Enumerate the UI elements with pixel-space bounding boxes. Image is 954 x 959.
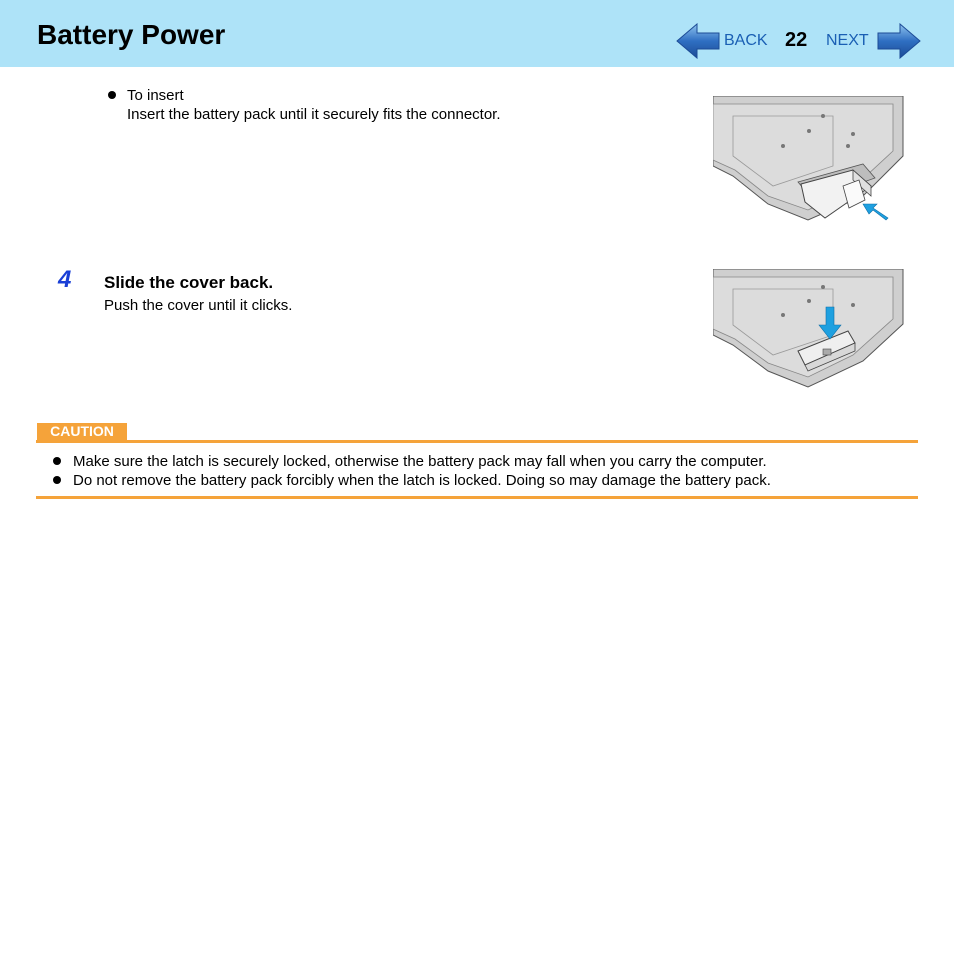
caution-top-rule (36, 440, 918, 443)
caution-label: CAUTION (37, 423, 127, 440)
bullet-icon (53, 476, 61, 484)
step-title: Slide the cover back. (104, 273, 274, 292)
page-header (0, 0, 954, 67)
step-description: Push the cover until it clicks. (104, 297, 293, 314)
page-title: Battery Power (37, 19, 226, 50)
next-arrow-icon[interactable] (876, 23, 922, 59)
caution-item: Make sure the latch is securely locked, otherwise the battery pack may fall when you carry the computer. (73, 453, 767, 470)
insert-description: Insert the battery pack until it securely fits the connector. (127, 106, 501, 123)
caution-item: Do not remove the battery pack forcibly when the latch is locked. Doing so may damage the battery pack. (73, 472, 771, 489)
bullet-icon (53, 457, 61, 465)
page-number: 22 (785, 29, 808, 51)
back-arrow-icon[interactable] (675, 23, 721, 59)
caution-bottom-rule (36, 496, 918, 499)
battery-insert-illustration (713, 96, 905, 224)
insert-heading: To insert (127, 87, 184, 104)
step-number: 4 (58, 266, 72, 293)
next-button[interactable]: NEXT (826, 32, 869, 49)
bullet-icon (108, 91, 116, 99)
cover-slide-illustration (713, 269, 905, 391)
back-button[interactable]: BACK (724, 32, 768, 49)
